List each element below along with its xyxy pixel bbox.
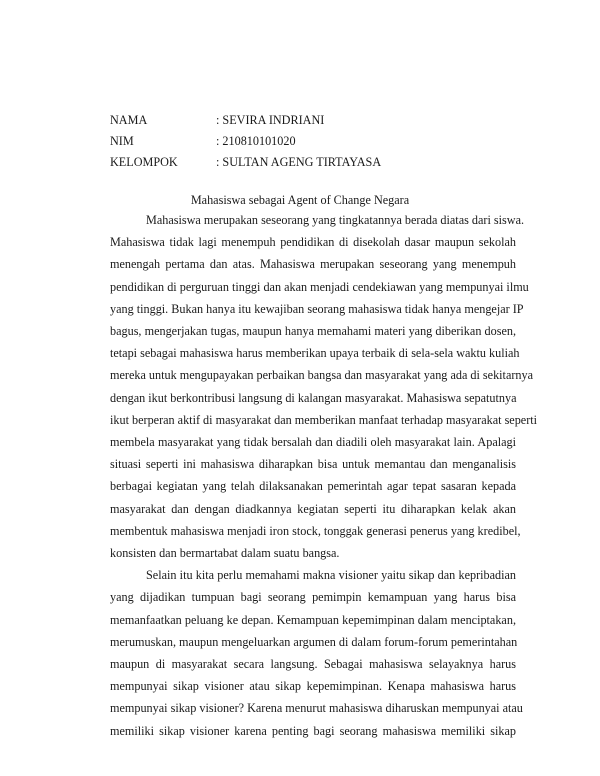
paragraph-line: tetapi sebagai mahasiswa harus memberikan upaya terbaik di sela-sela waktu kuliah [110, 346, 520, 361]
nama-value: : SEVIRA INDRIANI [216, 113, 325, 127]
paragraph-line: yang dijadikan tumpuan bagi seorang pemimpin kemampuan yang harus bisa [110, 590, 516, 605]
paragraph-line: merumuskan, maupun mengeluarkan argumen di dalam forum-forum pemerintahan [110, 634, 518, 649]
document-title: Mahasiswa sebagai Agent of Change Negara [190, 193, 410, 207]
paragraph-line: bagus, mengerjakan tugas, maupun hanya memahami materi yang diberikan dosen, [110, 324, 516, 339]
paragraph-line: konsisten dan bermartabat dalam suatu bangsa. [110, 546, 340, 561]
identity-block [110, 110, 381, 173]
paragraph-line: dengan ikut berkontribusi langsung di kalangan masyarakat. Mahasiswa sepatutnya [110, 390, 517, 405]
paragraph-line: membela masyarakat yang tidak bersalah dan diadili oleh masyarakat lain. Apalagi [110, 435, 516, 450]
paragraph [110, 564, 523, 742]
paragraph-line: mereka untuk mengupayakan perbaikan bangsa dan masyarakat yang ada di sekitarnya [110, 368, 534, 383]
paragraph-line: masyarakat dan dengan diadkannya kegiatan seperti itu diharapkan kelak akan [110, 501, 516, 516]
paragraph-line: Mahasiswa tidak lagi menempuh pendidikan di disekolah dasar maupun sekolah [110, 235, 516, 250]
identity-row-nama [110, 110, 381, 131]
paragraph-line: berbagai kegiatan yang telah dilaksanakan pemerintah agar tepat sasaran kepada [110, 479, 516, 494]
paragraph-line: Mahasiswa merupakan seseorang yang tingkatannya berada diatas dari siswa. [146, 213, 525, 227]
paragraph-line: ikut berperan aktif di masyarakat dan memberikan manfaat terhadap masyarakat seperti [110, 412, 538, 427]
paragraph-line: mempunyai sikap visioner? Karena menurut mahasiswa diharuskan mempunyai atau [110, 701, 523, 716]
paragraph-line: maupun di masyarakat secara langsung. Sebagai mahasiswa selayaknya harus [110, 657, 516, 672]
body-text [110, 209, 538, 742]
paragraph-line: situasi seperti ini mahasiswa diharapkan bisa untuk memantau dan menganalisis [110, 457, 516, 472]
paragraph-line: pendidikan di perguruan tinggi dan akan menjadi cendekiawan yang mempunyai ilmu [110, 279, 529, 294]
identity-row-nim [110, 131, 381, 152]
paragraph [110, 209, 538, 564]
kelompok-value: : SULTAN AGENG TIRTAYASA [216, 155, 382, 169]
nim-value: : 210810101020 [216, 134, 296, 148]
paragraph-line: Selain itu kita perlu memahami makna visioner yaitu sikap dan kepribadian [146, 568, 516, 583]
nama-label: NAMA [110, 113, 148, 127]
paragraph-line: mempunyai sikap visioner atau sikap kepemimpinan. Kenapa mahasiswa harus [110, 679, 516, 694]
identity-row-kelompok [110, 152, 381, 173]
paragraph-line: membentuk mahasiswa menjadi iron stock, tonggak generasi penerus yang kredibel, [110, 523, 521, 538]
paragraph-line: memiliki sikap visioner karena penting bagi seorang mahasiswa memiliki sikap [110, 723, 516, 738]
paragraph-line: menengah pertama dan atas. Mahasiswa merupakan seseorang yang menempuh [110, 257, 516, 272]
paragraph-line: memanfaatkan peluang ke depan. Kemampuan kepemimpinan dalam menciptakan, [110, 612, 516, 627]
kelompok-label: KELOMPOK [110, 155, 178, 169]
paragraph-line: yang tinggi. Bukan hanya itu kewajiban seorang mahasiswa tidak hanya mengejar IP [110, 301, 524, 316]
nim-label: NIM [110, 134, 134, 148]
